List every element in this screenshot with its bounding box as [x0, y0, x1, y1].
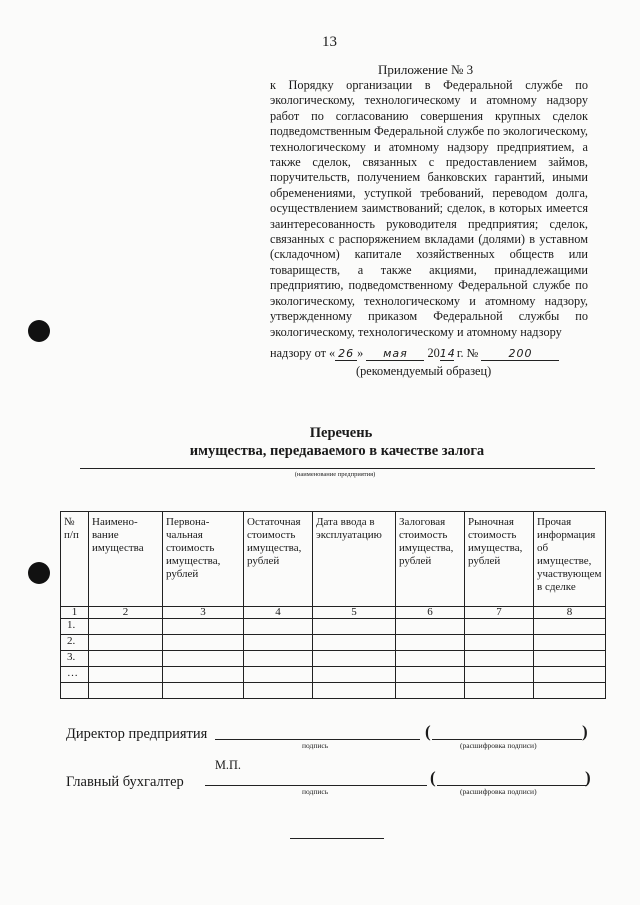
date-year-prefix: 20	[427, 346, 440, 360]
date-prefix: надзору от «	[270, 346, 336, 360]
table-cell	[163, 667, 244, 683]
date-year: 14	[439, 347, 456, 360]
row-index	[61, 683, 89, 699]
director-close-paren: )	[582, 722, 588, 741]
order-number: 200	[481, 347, 559, 361]
table-cell	[89, 667, 163, 683]
director-label: Директор предприятия	[66, 726, 208, 742]
table-cell	[534, 683, 606, 699]
bottom-rule	[290, 838, 384, 839]
header-pledge-value: Залоговая стоимость имущества, рублей	[396, 512, 465, 607]
table-cell	[396, 683, 465, 699]
table-cell	[244, 651, 313, 667]
table-row	[61, 635, 606, 651]
header-other-info: Прочая информация об имуществе, участвующем в сделке	[534, 512, 606, 607]
table-cell	[244, 635, 313, 651]
punch-hole-bottom	[28, 562, 50, 584]
table-cell	[396, 667, 465, 683]
annex-body: к Порядку организации в Федеральной службе по экологическому, технологическому и атомному надзору работ по согласованию совершения крупных сделок подведомственным Федеральной службе по экологическому, технологическому и атомному надзору предприятием, а также сделок, связанных с предоставлением займов, поручительств, получением банковских гарантий, иными обременениями, уступкой требований, переводом долга, осуществлением заимствований; сделок, в которых имеется заинтересованность руководителя предприятия; сделок, связанных с распоряжением вкладами (долями) в уставном (складочном) капитале хозяйственных обществ или товариществ, а также акциями, принадлежащими предприятию, подведомственному Федеральной службе по экологическому, технологическому и атомному надзору, утвержденному приказом Федеральной службы по экологическому, технологическому и атомному надзору	[270, 78, 588, 339]
table-cell	[313, 683, 396, 699]
table-cell	[534, 651, 606, 667]
accountant-label: Главный бухгалтер	[66, 774, 184, 790]
table-cell	[313, 619, 396, 635]
table-cell	[89, 651, 163, 667]
table-row	[61, 651, 606, 667]
table-cell	[396, 619, 465, 635]
header-asset-name: Наимено-вание имущества	[89, 512, 163, 607]
column-number: 6	[396, 607, 465, 619]
table-cell	[89, 635, 163, 651]
punch-hole-top	[28, 320, 50, 342]
header-residual-cost: Остаточная стоимость имущества, рублей	[244, 512, 313, 607]
column-number: 4	[244, 607, 313, 619]
table-cell	[534, 635, 606, 651]
column-number: 7	[465, 607, 534, 619]
accountant-decoding-line	[437, 785, 587, 786]
table-cell	[163, 635, 244, 651]
director-decoding-line	[432, 739, 582, 740]
table-cell	[163, 619, 244, 635]
table-cell	[534, 619, 606, 635]
table-row	[61, 683, 606, 699]
table-header-row	[61, 512, 606, 607]
recommended-sample-note: (рекомендуемый образец)	[356, 364, 492, 378]
accountant-close-paren: )	[585, 768, 591, 787]
table-row	[61, 667, 606, 683]
table-cell	[396, 635, 465, 651]
table-cell	[534, 667, 606, 683]
table-cell	[465, 635, 534, 651]
column-number: 1	[61, 607, 89, 619]
assets-table	[60, 511, 606, 699]
column-number: 3	[163, 607, 244, 619]
document-title-line1: Перечень	[309, 425, 373, 441]
header-market-value: Рыночная стоимость имущества, рублей	[465, 512, 534, 607]
accountant-signature-line	[205, 785, 427, 786]
director-decoding-caption: (расшифровка подписи)	[460, 741, 537, 750]
header-initial-cost: Первона-чальная стоимость имущества, рублей	[163, 512, 244, 607]
table-cell	[396, 651, 465, 667]
row-index: 3.	[61, 651, 89, 667]
column-number: 8	[534, 607, 606, 619]
row-index: 2.	[61, 635, 89, 651]
director-open-paren: (	[425, 722, 431, 741]
table-cell	[89, 619, 163, 635]
table-cell	[163, 651, 244, 667]
table-cell	[465, 683, 534, 699]
director-signature-line	[215, 739, 420, 740]
header-commission-date: Дата ввода в эксплуатацию	[313, 512, 396, 607]
table-cell	[465, 619, 534, 635]
table-cell	[465, 651, 534, 667]
row-index: …	[61, 667, 89, 683]
accountant-open-paren: (	[430, 768, 436, 787]
table-cell	[465, 667, 534, 683]
director-signature-caption: подпись	[302, 741, 329, 750]
table-cell	[244, 619, 313, 635]
table-cell	[313, 651, 396, 667]
document-title-line2: имущества, передаваемого в качестве залога	[189, 443, 485, 459]
accountant-decoding-caption: (расшифровка подписи)	[460, 787, 537, 796]
annex-title: Приложение № 3	[378, 62, 474, 77]
date-sep: »	[357, 346, 364, 360]
row-index: 1.	[61, 619, 89, 635]
header-number: № п/п	[61, 512, 89, 607]
enterprise-name-line	[80, 468, 595, 469]
document-title	[0, 424, 640, 460]
date-month: мая	[366, 347, 424, 361]
page-number: 13	[322, 34, 337, 50]
date-day: 26	[335, 347, 357, 361]
column-number: 5	[313, 607, 396, 619]
table-row	[61, 619, 606, 635]
table-cell	[89, 683, 163, 699]
table-cell	[163, 683, 244, 699]
table-cell	[244, 667, 313, 683]
date-year-suffix: г. №	[456, 346, 479, 360]
accountant-signature-caption: подпись	[302, 787, 329, 796]
table-cell	[313, 635, 396, 651]
table-cell	[313, 667, 396, 683]
column-number: 2	[89, 607, 163, 619]
enterprise-name-caption: (наименование предприятия)	[294, 471, 376, 478]
column-number-row	[61, 607, 606, 619]
table-cell	[244, 683, 313, 699]
annex-date	[270, 346, 559, 361]
stamp-label: М.П.	[215, 758, 241, 772]
